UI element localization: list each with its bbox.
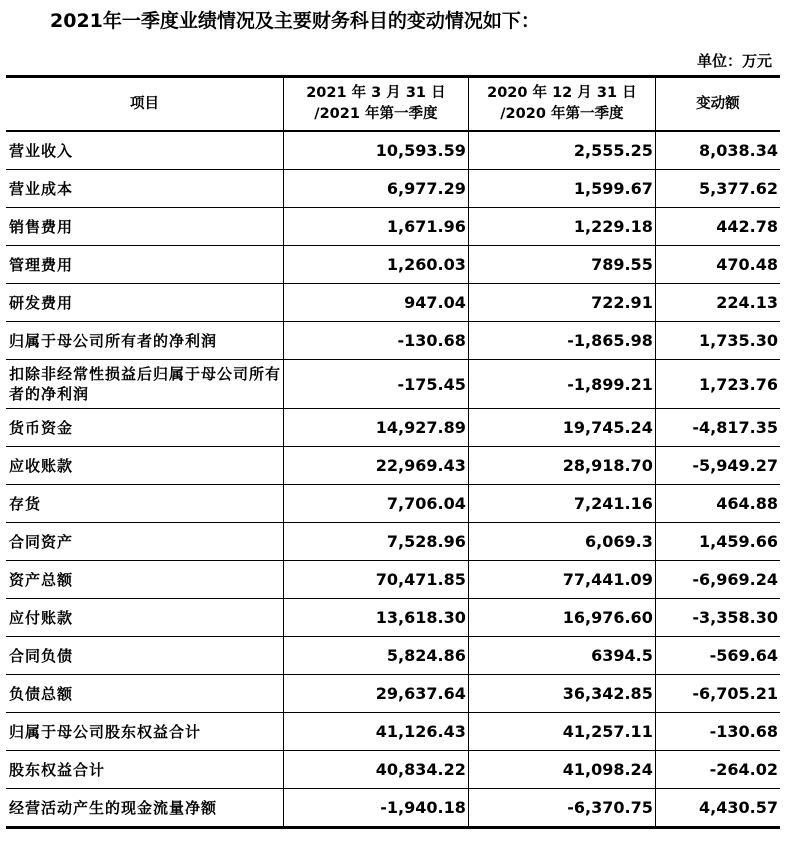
row-item-label: 股东权益合计 <box>6 751 283 789</box>
row-prior-value: 77,441.09 <box>468 561 655 599</box>
row-prior-value: 789.55 <box>468 246 655 284</box>
row-item-label: 资产总额 <box>6 561 283 599</box>
row-prior-value: 6,069.3 <box>468 523 655 561</box>
row-item-label: 归属于母公司所有者的净利润 <box>6 322 283 360</box>
row-change-value: 8,038.34 <box>655 131 780 170</box>
header-current-line2: /2021 年第一季度 <box>314 106 438 122</box>
row-change-value: 1,459.66 <box>655 523 780 561</box>
table-row <box>6 322 780 360</box>
row-prior-value: -1,865.98 <box>468 322 655 360</box>
row-change-value: 4,430.57 <box>655 789 780 828</box>
row-item-label: 营业收入 <box>6 131 283 170</box>
row-change-value: 1,735.30 <box>655 322 780 360</box>
row-change-value: -5,949.27 <box>655 447 780 485</box>
row-prior-value: 722.91 <box>468 284 655 322</box>
row-change-value: -6,969.24 <box>655 561 780 599</box>
row-item-label: 应付账款 <box>6 599 283 637</box>
row-item-label: 存货 <box>6 485 283 523</box>
row-prior-value: 6394.5 <box>468 637 655 675</box>
table-row <box>6 360 780 409</box>
row-prior-value: 2,555.25 <box>468 131 655 170</box>
table-header-row <box>6 77 780 132</box>
header-item-label: 项目 <box>129 95 159 112</box>
table-row <box>6 751 780 789</box>
row-item-label: 货币资金 <box>6 409 283 447</box>
table-row <box>6 208 780 246</box>
table-row <box>6 523 780 561</box>
row-item-label: 研发费用 <box>6 284 283 322</box>
row-current-value: 14,927.89 <box>283 409 468 447</box>
header-prior-line2: /2020 年第一季度 <box>500 106 624 122</box>
row-current-value: 947.04 <box>283 284 468 322</box>
row-current-value: 6,977.29 <box>283 170 468 208</box>
row-current-value: 1,671.96 <box>283 208 468 246</box>
row-current-value: 1,260.03 <box>283 246 468 284</box>
header-current <box>283 77 468 132</box>
row-prior-value: 41,098.24 <box>468 751 655 789</box>
row-prior-value: 1,599.67 <box>468 170 655 208</box>
row-current-value: 5,824.86 <box>283 637 468 675</box>
row-item-label: 销售费用 <box>6 208 283 246</box>
row-item-label: 管理费用 <box>6 246 283 284</box>
row-prior-value: -1,899.21 <box>468 360 655 409</box>
table-row <box>6 713 780 751</box>
unit-label: 单位：万元 <box>696 52 772 70</box>
financial-table <box>6 75 780 829</box>
row-current-value: 22,969.43 <box>283 447 468 485</box>
row-prior-value: 28,918.70 <box>468 447 655 485</box>
table-row <box>6 789 780 828</box>
row-change-value: -3,358.30 <box>655 599 780 637</box>
document-heading: 2021年一季度业绩情况及主要财务科目的变动情况如下： <box>50 10 540 32</box>
row-prior-value: 19,745.24 <box>468 409 655 447</box>
row-change-value: -264.02 <box>655 751 780 789</box>
table-row <box>6 637 780 675</box>
row-change-value: -569.64 <box>655 637 780 675</box>
table-row <box>6 131 780 170</box>
row-current-value: -1,940.18 <box>283 789 468 828</box>
header-prior <box>468 77 655 132</box>
row-prior-value: 7,241.16 <box>468 485 655 523</box>
row-current-value: 41,126.43 <box>283 713 468 751</box>
row-change-value: 224.13 <box>655 284 780 322</box>
table-row <box>6 485 780 523</box>
header-current-line1: 2021 年 3 月 31 日 <box>306 85 446 101</box>
row-change-value: 470.48 <box>655 246 780 284</box>
table-row <box>6 599 780 637</box>
row-current-value: -130.68 <box>283 322 468 360</box>
row-change-value: -6,705.21 <box>655 675 780 713</box>
row-prior-value: 41,257.11 <box>468 713 655 751</box>
row-item-label: 经营活动产生的现金流量净额 <box>6 789 283 828</box>
row-change-value: 442.78 <box>655 208 780 246</box>
table-row <box>6 170 780 208</box>
row-item-label: 应收账款 <box>6 447 283 485</box>
table-row <box>6 284 780 322</box>
header-prior-line1: 2020 年 12 月 31 日 <box>487 85 637 101</box>
row-item-label: 扣除非经常性损益后归属于母公司所有者的净利润 <box>6 360 283 409</box>
row-current-value: 7,706.04 <box>283 485 468 523</box>
row-item-label: 营业成本 <box>6 170 283 208</box>
row-change-value: 5,377.62 <box>655 170 780 208</box>
table-row <box>6 561 780 599</box>
table-row <box>6 675 780 713</box>
table-row <box>6 409 780 447</box>
header-item <box>6 77 283 132</box>
header-change <box>655 77 780 132</box>
row-change-value: 1,723.76 <box>655 360 780 409</box>
row-prior-value: 36,342.85 <box>468 675 655 713</box>
row-item-label: 负债总额 <box>6 675 283 713</box>
row-change-value: -130.68 <box>655 713 780 751</box>
row-current-value: 10,593.59 <box>283 131 468 170</box>
table-row <box>6 246 780 284</box>
row-item-label: 合同负债 <box>6 637 283 675</box>
row-change-value: -4,817.35 <box>655 409 780 447</box>
table-row <box>6 447 780 485</box>
row-item-label: 合同资产 <box>6 523 283 561</box>
row-prior-value: 16,976.60 <box>468 599 655 637</box>
row-current-value: 29,637.64 <box>283 675 468 713</box>
row-current-value: 7,528.96 <box>283 523 468 561</box>
header-change-label: 变动额 <box>696 95 740 112</box>
row-current-value: -175.45 <box>283 360 468 409</box>
row-current-value: 40,834.22 <box>283 751 468 789</box>
row-item-label: 归属于母公司股东权益合计 <box>6 713 283 751</box>
row-current-value: 13,618.30 <box>283 599 468 637</box>
row-prior-value: -6,370.75 <box>468 789 655 828</box>
row-change-value: 464.88 <box>655 485 780 523</box>
row-current-value: 70,471.85 <box>283 561 468 599</box>
row-prior-value: 1,229.18 <box>468 208 655 246</box>
